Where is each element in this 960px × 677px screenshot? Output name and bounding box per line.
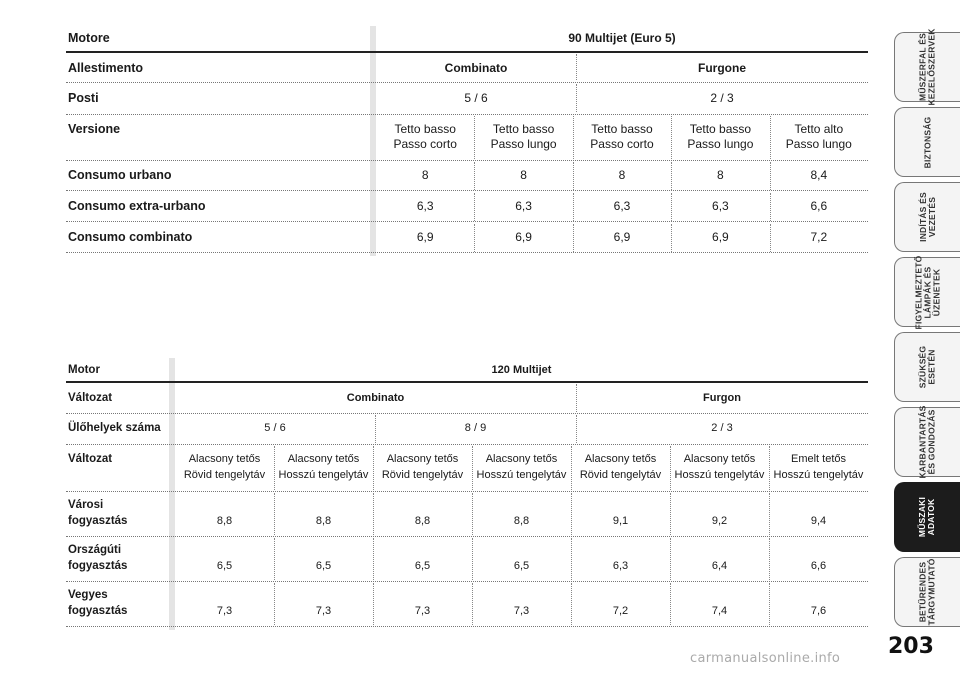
- tab-starting-driving[interactable]: [894, 182, 960, 252]
- seats-furgone: 2 / 3: [710, 91, 734, 105]
- page-number: 203: [888, 634, 934, 659]
- engine-label: Motore: [68, 31, 110, 45]
- table-cell: 6,9: [712, 230, 729, 244]
- tab-maintenance[interactable]: [894, 407, 960, 477]
- table-cell: 6,4: [711, 560, 728, 572]
- table-italian-90-multijet: [66, 26, 868, 256]
- row-label: fogyasztás: [68, 605, 128, 617]
- table-cell: 6,6: [810, 560, 827, 572]
- trim-label: Allestimento: [68, 61, 144, 75]
- tab-label: KARBANTARTÁS ÉS GONDOZÁS: [917, 405, 937, 479]
- table-cell: 7,3: [315, 605, 332, 617]
- table-cell: 8,8: [414, 515, 431, 527]
- version-cell: Alacsony tetős: [188, 453, 261, 465]
- table-cell: 7,3: [414, 605, 431, 617]
- seats-5-6: 5 / 6: [264, 422, 286, 434]
- version-cell: Alacsony tetős: [386, 453, 459, 465]
- tab-safety[interactable]: [894, 107, 960, 177]
- tab-technical-data[interactable]: [894, 482, 960, 552]
- table-cell: 6,6: [810, 199, 828, 213]
- table-cell: 7,6: [810, 605, 827, 617]
- trim-combinato: Combinato: [346, 392, 405, 404]
- table-cell: 8,4: [810, 168, 828, 182]
- table-cell: 7,2: [810, 230, 828, 244]
- tab-label: BETŰRENDES TÁRGYMUTATÓ: [917, 558, 937, 626]
- tab-label: MŰSZAKI ADATOK: [917, 496, 937, 538]
- engine-label: Motor: [68, 364, 100, 376]
- version-cell: Rövid tengelytáv: [183, 469, 266, 481]
- version-cell: Hosszú tengelytáv: [278, 469, 369, 481]
- engine-value: 120 Multijet: [491, 364, 552, 376]
- table-cell: 6,3: [712, 199, 729, 213]
- trim-label: Változat: [68, 392, 113, 404]
- version-cell: Alacsony tetős: [485, 453, 558, 465]
- version-cell: Rövid tengelytáv: [381, 469, 464, 481]
- tab-label: BIZTONSÁG: [921, 116, 932, 168]
- trim-furgon: Furgon: [703, 392, 741, 404]
- row-label: Országúti: [68, 544, 122, 556]
- engine-value: 90 Multijet (Euro 5): [568, 31, 676, 45]
- tab-label: MŰSZERFAL ÉS KEZELŐSZERVEK: [917, 28, 937, 106]
- tab-label: FIGYELMEZTETŐ LÁMPÁK ÉS ÜZENETEK: [913, 255, 941, 329]
- table-cell: 6,5: [315, 560, 332, 572]
- table-cell: 8,8: [513, 515, 530, 527]
- seats-label: Posti: [68, 91, 99, 105]
- version-cell: Passo lungo: [785, 137, 852, 151]
- version-cell: Tetto alto: [794, 122, 844, 136]
- version-cell: Hosszú tengelytáv: [674, 469, 765, 481]
- table-cell: 6,5: [216, 560, 233, 572]
- watermark: carmanualsonline.info: [690, 651, 841, 666]
- version-cell: Hosszú tengelytáv: [476, 469, 567, 481]
- table-cell: 8: [717, 168, 724, 182]
- version-label: Változat: [68, 453, 113, 465]
- version-cell: Emelt tetős: [790, 453, 847, 465]
- version-cell: Tetto basso: [394, 122, 456, 136]
- table-cell: 7,2: [612, 605, 629, 617]
- row-label: Consumo urbano: [68, 168, 172, 182]
- table-cell: 9,2: [711, 515, 728, 527]
- trim-furgone: Furgone: [698, 61, 746, 75]
- table-cell: 6,3: [613, 199, 631, 213]
- version-cell: Tetto basso: [492, 122, 555, 136]
- table-cell: 6,5: [513, 560, 530, 572]
- table-cell: 8,8: [216, 515, 233, 527]
- row-label: Városi: [68, 499, 104, 511]
- table-cell: 6,3: [416, 199, 434, 213]
- seats-8-9: 8 / 9: [464, 422, 487, 434]
- tab-label: INDÍTÁS ÉS VEZETÉS: [917, 192, 937, 242]
- table-cell: 6,3: [515, 199, 532, 213]
- version-cell: Passo lungo: [490, 137, 557, 151]
- version-cell: Tetto basso: [689, 122, 752, 136]
- tab-index[interactable]: [894, 557, 960, 627]
- table-cell: 6,9: [416, 230, 434, 244]
- version-cell: Passo corto: [393, 137, 457, 151]
- version-cell: Rövid tengelytáv: [579, 469, 662, 481]
- row-label: fogyasztás: [68, 515, 128, 527]
- version-cell: Hosszú tengelytáv: [773, 469, 864, 481]
- table-cell: 7,4: [711, 605, 728, 617]
- table-hungarian-120-multijet: [66, 358, 868, 630]
- tab-emergency[interactable]: [894, 332, 960, 402]
- version-cell: Alacsony tetős: [584, 453, 657, 465]
- version-cell: Tetto basso: [591, 122, 653, 136]
- table-cell: 8,8: [315, 515, 332, 527]
- table-cell: 7,3: [216, 605, 233, 617]
- row-label: Consumo extra-urbano: [68, 199, 206, 213]
- trim-combinato: Combinato: [444, 61, 508, 75]
- table-cell: 6,3: [612, 560, 629, 572]
- tab-label: SZÜKSÉG ESETÉN: [917, 345, 937, 389]
- tab-warning-lights[interactable]: [894, 257, 960, 327]
- version-cell: Passo corto: [590, 137, 654, 151]
- version-label: Versione: [68, 122, 121, 136]
- seats-2-3: 2 / 3: [711, 422, 733, 434]
- version-cell: Passo lungo: [687, 137, 754, 151]
- table-cell: 8: [618, 168, 626, 182]
- table-cell: 6,9: [613, 230, 631, 244]
- version-cell: Alacsony tetős: [683, 453, 756, 465]
- table-cell: 8: [520, 168, 527, 182]
- table-cell: 8: [421, 168, 429, 182]
- version-cell: Alacsony tetős: [287, 453, 360, 465]
- table-cell: 6,9: [515, 230, 532, 244]
- table-cell: 6,5: [414, 560, 431, 572]
- row-label: Vegyes: [68, 589, 108, 601]
- row-label: Consumo combinato: [68, 230, 193, 244]
- table-cell: 7,3: [513, 605, 530, 617]
- table-cell: 9,4: [810, 515, 827, 527]
- seats-combinato: 5 / 6: [464, 91, 488, 105]
- table-cell: 9,1: [612, 515, 629, 527]
- row-label: fogyasztás: [68, 560, 128, 572]
- tab-dashboard-controls[interactable]: [894, 28, 960, 106]
- seats-label: Ülőhelyek száma: [68, 422, 161, 434]
